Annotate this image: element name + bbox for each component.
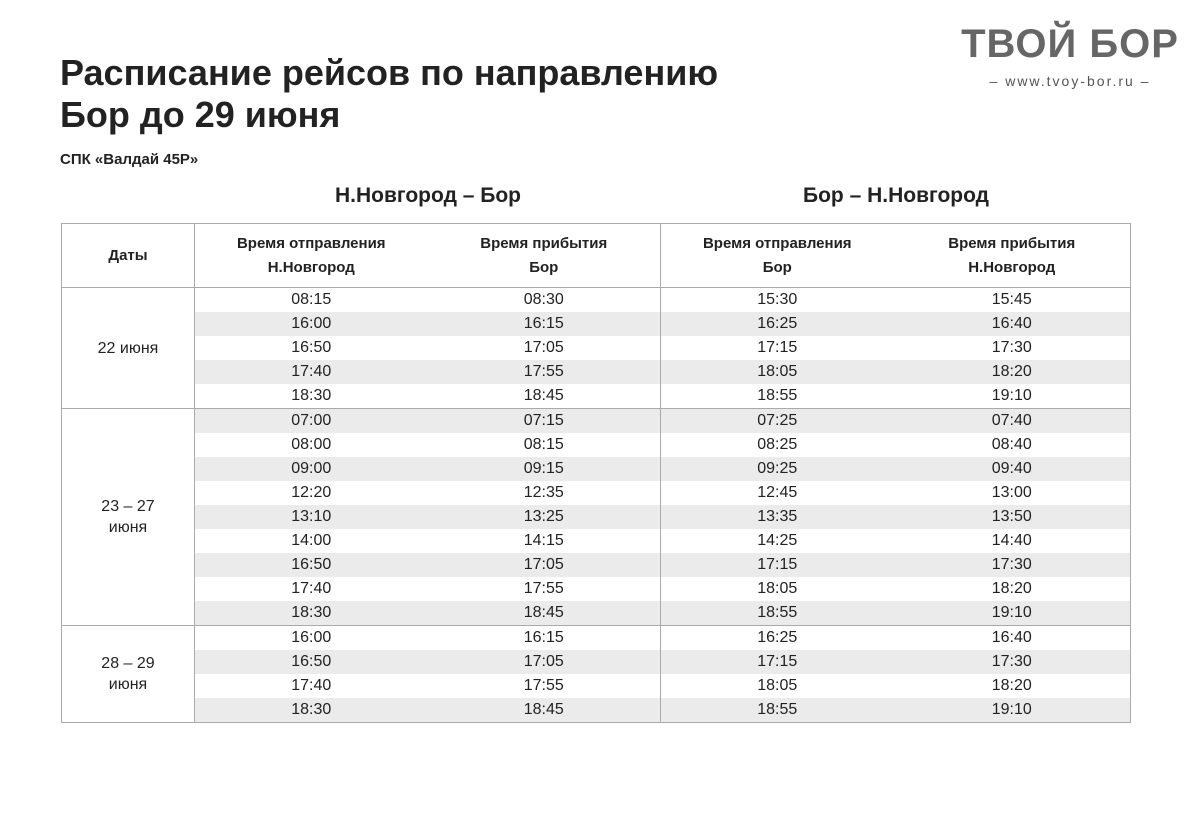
table-row xyxy=(62,505,1131,529)
time-departure-bor: 16:25 xyxy=(757,629,798,646)
time-arrival-nn: 13:00 xyxy=(894,481,1131,505)
time-departure-nn: 16:00 xyxy=(195,312,428,336)
time-departure-nn: 12:20 xyxy=(291,484,332,501)
table-row xyxy=(62,481,1131,505)
time-departure-bor: 12:45 xyxy=(757,484,798,501)
header-arrival-bor xyxy=(428,224,661,288)
time-departure-bor: 15:30 xyxy=(757,291,798,308)
vessel-name: СПК «Валдай 45Р» xyxy=(60,151,199,168)
time-arrival-nn: 09:40 xyxy=(894,457,1131,481)
time-departure-nn: 18:30 xyxy=(195,601,428,626)
time-departure-nn: 17:40 xyxy=(291,677,332,694)
table-row xyxy=(62,650,1131,674)
table-row xyxy=(62,312,1131,336)
table-row xyxy=(62,360,1131,384)
time-departure-bor: 18:55 xyxy=(661,601,894,626)
time-arrival-nn: 19:10 xyxy=(894,698,1131,723)
time-arrival-nn: 13:50 xyxy=(894,505,1131,529)
page-title-line-2: Бор до 29 июня xyxy=(60,94,341,135)
time-departure-nn: 16:50 xyxy=(291,339,332,356)
time-departure-nn: 09:00 xyxy=(195,457,428,481)
header-label: Время прибытия xyxy=(480,234,608,252)
table-row xyxy=(62,336,1131,360)
time-departure-bor: 14:25 xyxy=(757,532,798,549)
table-row xyxy=(62,409,1131,434)
table-row xyxy=(62,626,1131,651)
time-arrival-nn: 19:10 xyxy=(894,601,1131,626)
time-departure-bor: 17:15 xyxy=(661,650,894,674)
time-arrival-bor: 16:15 xyxy=(428,626,661,651)
table-row xyxy=(62,601,1131,626)
time-departure-bor: 18:55 xyxy=(661,698,894,723)
time-departure-bor: 08:25 xyxy=(757,436,798,453)
time-arrival-bor: 14:15 xyxy=(428,529,661,553)
time-departure-bor: 18:05 xyxy=(757,677,798,694)
date-label: 22 июня xyxy=(97,339,159,357)
header-departure-nn xyxy=(195,224,428,288)
time-departure-nn: 16:50 xyxy=(195,553,428,577)
table-row xyxy=(62,384,1131,409)
time-departure-bor: 18:55 xyxy=(661,384,894,409)
time-arrival-bor: 09:15 xyxy=(428,457,661,481)
page-title-line-1: Расписание рейсов по направлению xyxy=(60,52,719,93)
time-departure-nn: 17:40 xyxy=(195,360,428,384)
time-departure-nn: 17:40 xyxy=(291,580,332,597)
time-arrival-bor: 17:55 xyxy=(428,674,661,698)
time-arrival-bor: 08:15 xyxy=(428,433,661,457)
schedule-body xyxy=(62,288,1131,723)
date-label: 23 – 27 xyxy=(101,498,155,515)
header-label: Н.Новгород xyxy=(267,258,355,276)
time-arrival-nn: 19:10 xyxy=(894,384,1131,409)
direction-forward-heading: Н.Новгород – Бор xyxy=(334,184,521,207)
header-label: Бор xyxy=(529,258,559,276)
time-arrival-bor: 17:55 xyxy=(428,360,661,384)
time-arrival-nn: 17:30 xyxy=(894,553,1131,577)
time-departure-bor: 17:15 xyxy=(757,339,798,356)
time-departure-bor: 09:25 xyxy=(661,457,894,481)
time-departure-bor: 18:05 xyxy=(757,580,798,597)
time-departure-nn: 16:50 xyxy=(195,650,428,674)
table-row xyxy=(62,288,1131,313)
time-arrival-bor: 12:35 xyxy=(428,481,661,505)
header-row xyxy=(62,224,1131,288)
time-arrival-bor: 18:45 xyxy=(428,601,661,626)
header-label: Н.Новгород xyxy=(968,258,1056,276)
date-label: июня xyxy=(108,676,148,693)
page-title xyxy=(60,52,718,136)
time-departure-nn: 18:30 xyxy=(195,384,428,409)
time-departure-nn: 07:00 xyxy=(195,409,428,434)
time-arrival-bor: 08:30 xyxy=(428,288,661,313)
table-row xyxy=(62,457,1131,481)
date-cell xyxy=(62,409,195,626)
time-arrival-nn: 17:30 xyxy=(894,336,1131,360)
header-arrival-nn xyxy=(894,224,1131,288)
time-departure-bor: 16:25 xyxy=(661,312,894,336)
direction-backward-heading: Бор – Н.Новгород xyxy=(802,184,989,207)
time-arrival-bor: 17:55 xyxy=(428,577,661,601)
time-departure-bor: 13:35 xyxy=(661,505,894,529)
time-arrival-bor: 17:05 xyxy=(428,336,661,360)
time-arrival-bor: 17:05 xyxy=(428,650,661,674)
logo-url: – www.tvoy-bor.ru – xyxy=(989,73,1151,89)
time-arrival-nn: 17:30 xyxy=(894,650,1131,674)
time-arrival-nn: 16:40 xyxy=(894,312,1131,336)
header-label: Бор xyxy=(762,258,792,276)
logo-name: ТВОЙ БОР xyxy=(961,22,1179,66)
time-departure-nn: 18:30 xyxy=(195,698,428,723)
time-arrival-bor: 07:15 xyxy=(428,409,661,434)
logo xyxy=(955,22,1185,90)
date-cell xyxy=(62,626,195,723)
time-arrival-nn: 18:20 xyxy=(894,577,1131,601)
table-row xyxy=(62,529,1131,553)
time-departure-nn: 13:10 xyxy=(195,505,428,529)
time-arrival-nn: 16:40 xyxy=(894,626,1131,651)
date-label: 28 – 29 xyxy=(101,655,155,672)
header-label: Время отправления xyxy=(702,234,852,252)
time-arrival-nn: 18:20 xyxy=(894,360,1131,384)
time-arrival-bor: 16:15 xyxy=(428,312,661,336)
time-arrival-bor: 17:05 xyxy=(428,553,661,577)
date-cell xyxy=(62,288,195,409)
header-label: Время отправления xyxy=(236,234,386,252)
table-row xyxy=(62,698,1131,723)
time-arrival-nn: 15:45 xyxy=(894,288,1131,313)
time-departure-nn: 08:15 xyxy=(291,291,332,308)
time-departure-nn: 08:00 xyxy=(291,436,332,453)
header-departure-bor xyxy=(661,224,894,288)
table-row xyxy=(62,553,1131,577)
time-departure-bor: 17:15 xyxy=(661,553,894,577)
table-row xyxy=(62,577,1131,601)
time-departure-bor: 07:25 xyxy=(661,409,894,434)
time-arrival-bor: 18:45 xyxy=(428,384,661,409)
time-arrival-nn: 08:40 xyxy=(894,433,1131,457)
time-arrival-nn: 18:20 xyxy=(894,674,1131,698)
time-arrival-nn: 14:40 xyxy=(894,529,1131,553)
table-row xyxy=(62,674,1131,698)
date-label: июня xyxy=(108,519,148,536)
time-arrival-nn: 07:40 xyxy=(894,409,1131,434)
schedule-table xyxy=(61,223,1131,723)
time-departure-nn: 16:00 xyxy=(291,629,332,646)
time-arrival-bor: 18:45 xyxy=(428,698,661,723)
time-departure-bor: 18:05 xyxy=(661,360,894,384)
time-departure-nn: 14:00 xyxy=(291,532,332,549)
header-label: Время прибытия xyxy=(948,234,1076,252)
time-arrival-bor: 13:25 xyxy=(428,505,661,529)
table-row xyxy=(62,433,1131,457)
header-date: Даты xyxy=(62,224,195,288)
